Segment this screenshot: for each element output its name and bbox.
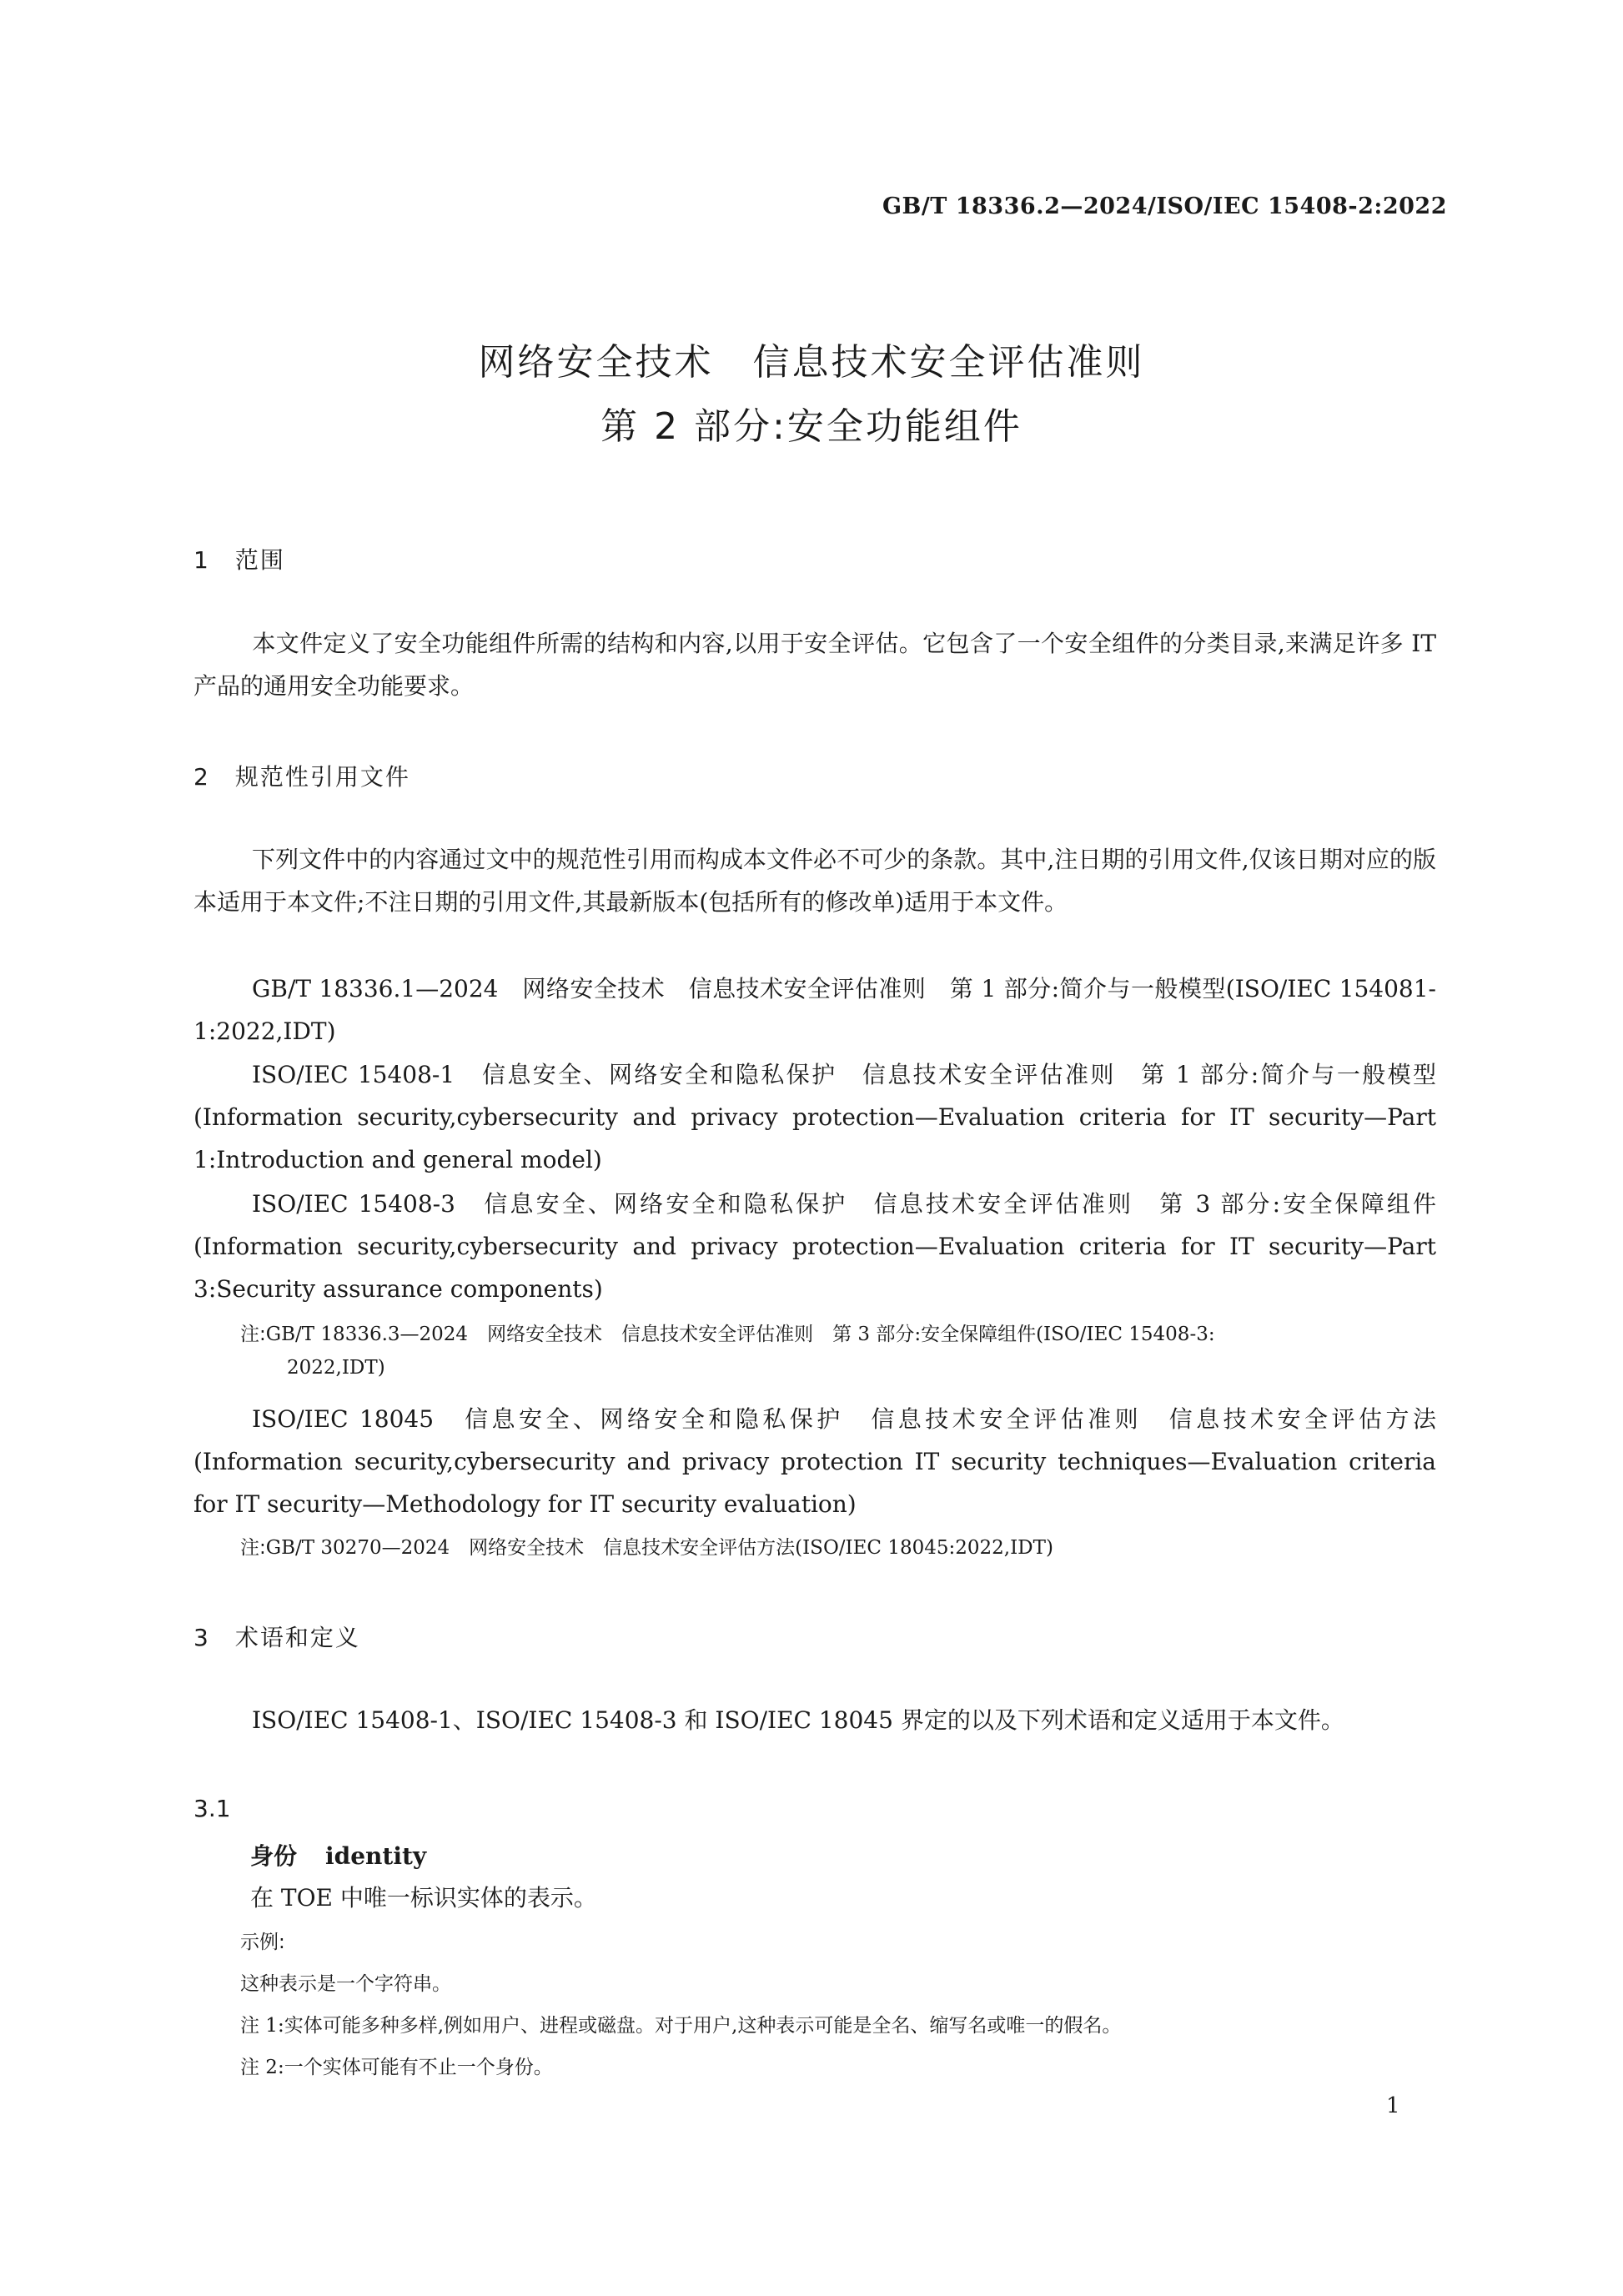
term-note-2: 注 2:一个实体可能有不止一个身份。 — [240, 2057, 553, 2078]
example-label: 示例: — [240, 1932, 285, 1953]
reference-4 — [193, 1398, 1436, 1525]
term-chinese: 身份 — [250, 1842, 298, 1870]
reference-4-text: ISO/IEC 18045 信息安全、网络安全和隐私保护 信息技术安全评估准则 信息技术安全评估方法(Information security,cybersecurity and privacy protection IT security techniques—Evaluation criteria for IT security—Methodology for IT security evaluation) — [193, 1405, 1436, 1518]
reference-note-1 — [240, 1318, 1436, 1384]
section-2-text: 下列文件中的内容通过文中的规范性引用而构成本文件必不可少的条款。其中,注日期的引用文件,仅该日期对应的版本适用于本文件;不注日期的引用文件,其最新版本(包括所有的修改单)适用于本文件。 — [193, 846, 1436, 916]
section-3-paragraph — [193, 1699, 1436, 1741]
example-text: 这种表示是一个字符串。 — [240, 1973, 451, 1995]
note-text: GB/T 18336.3—2024 网络安全技术 信息技术安全评估准则 第 3 部分:安全保障组件(ISO/IEC 15408-3: — [265, 1324, 1215, 1345]
section-1-text: 本文件定义了安全功能组件所需的结构和内容,以用于安全评估。它包含了一个安全组件的分类目录,来满足许多 IT 产品的通用安全功能要求。 — [193, 630, 1436, 700]
term-english: identity — [325, 1842, 427, 1870]
term-definition: 在 TOE 中唯一标识实体的表示。 — [250, 1884, 597, 1912]
section-2-paragraph — [193, 838, 1436, 923]
reference-3 — [193, 1183, 1436, 1310]
reference-note-2 — [240, 1531, 1436, 1565]
note-label: 注: — [240, 1537, 266, 1559]
reference-1 — [193, 967, 1436, 1053]
standard-number: GB/T 18336.2—2024/ISO/IEC 15408-2:2022 — [882, 193, 1448, 219]
section-3-heading: 3 术语和定义 — [193, 1624, 360, 1651]
section-1-heading: 1 范围 — [193, 546, 285, 574]
reference-2 — [193, 1053, 1436, 1181]
reference-1-text: GB/T 18336.1—2024 网络安全技术 信息技术安全评估准则 第 1 部分:简介与一般模型(ISO/IEC 154081-1:2022,IDT) — [193, 975, 1436, 1045]
section-2-heading: 2 规范性引用文件 — [193, 763, 410, 791]
note-continuation: 2022,IDT) — [287, 1357, 385, 1379]
reference-3-text: ISO/IEC 15408-3 信息安全、网络安全和隐私保护 信息技术安全评估准则 第 3 部分:安全保障组件(Information security,cybersecurity and privacy protection—Evaluation criteria for IT security—Part 3:Security assurance components) — [193, 1190, 1436, 1303]
section-1-paragraph — [193, 622, 1436, 707]
note-text: GB/T 30270—2024 网络安全技术 信息技术安全评估方法(ISO/IEC 18045:2022,IDT) — [265, 1537, 1053, 1559]
page-number: 1 — [1386, 2093, 1400, 2118]
section-3-text: ISO/IEC 15408-1、ISO/IEC 15408-3 和 ISO/IEC 18045 界定的以及下列术语和定义适用于本文件。 — [252, 1706, 1344, 1734]
document-title-line1: 网络安全技术 信息技术安全评估准则 — [478, 341, 1145, 384]
document-title-line2: 第 2 部分:安全功能组件 — [600, 405, 1023, 448]
term-entry — [250, 1838, 426, 1871]
term-note-1: 注 1:实体可能多种多样,例如用户、进程或磁盘。对于用户,这种表示可能是全名、缩写名或唯一的假名。 — [240, 2015, 1122, 2037]
reference-2-text: ISO/IEC 15408-1 信息安全、网络安全和隐私保护 信息技术安全评估准则 第 1 部分:简介与一般模型(Information security,cybersecurity and privacy protection—Evaluation criteria for IT security—Part 1:Introduction and general model) — [193, 1061, 1436, 1173]
note-label: 注: — [240, 1324, 266, 1345]
term-number: 3.1 — [193, 1795, 231, 1822]
